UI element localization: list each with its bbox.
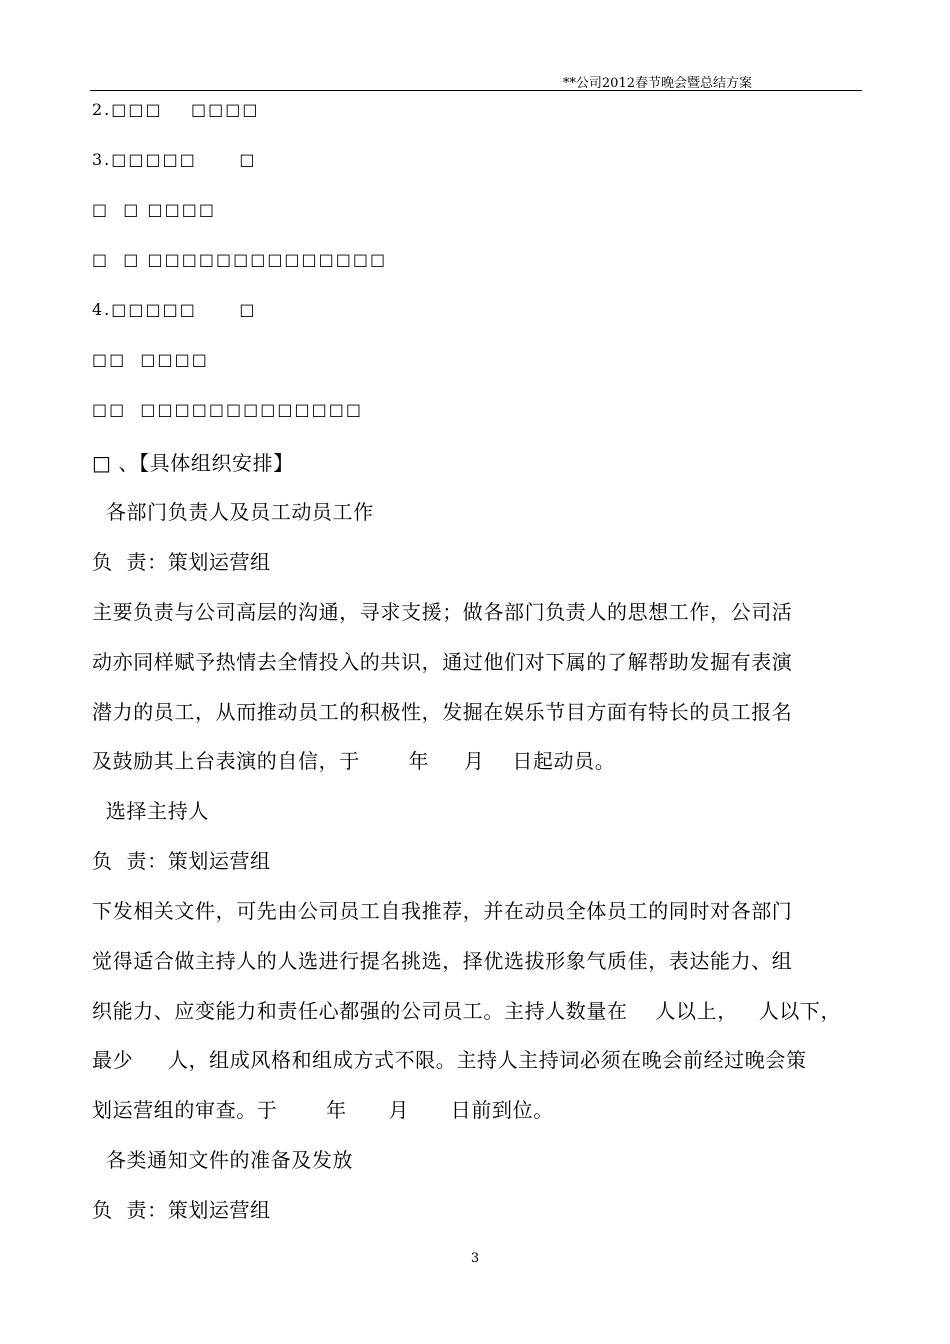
responsible-line: 负 责：策划运营组 (92, 1198, 271, 1222)
page-header (90, 72, 862, 91)
outline-line-3: □ □ □□□□ (92, 200, 216, 219)
paragraph-line: 最少 人，组成风格和组成方式不限。主持人主持词必须在晚会前经过晚会策 (92, 1048, 807, 1072)
paragraph-line: 织能力、应变能力和责任心都强的公司员工。主持人数量在 人以上， 人以下， (92, 999, 842, 1023)
paragraph-line: 下发相关文件，可先由公司员工自我推荐，并在动员全体员工的同时对各部门 (92, 899, 793, 923)
outline-line-6: □□ □□□□ (92, 350, 209, 369)
section-heading: 各类通知文件的准备及发放 (92, 1148, 354, 1172)
paragraph-line: 划运营组的审查。于 年 月 日前到位。 (92, 1098, 554, 1122)
responsible-line: 负 责：策划运营组 (92, 849, 271, 873)
responsible-line: 负 责：策划运营组 (92, 550, 271, 574)
paragraph-line: 主要负责与公司高层的沟通，寻求支援；做各部门负责人的思想工作，公司活 (92, 600, 793, 624)
paragraph-line: 觉得适合做主持人的人选进行提名挑选，择优选拔形象气质佳，表达能力、组 (92, 949, 793, 973)
page-number: 3 (470, 1251, 480, 1266)
paragraph-line: 及鼓励其上台表演的自信，于 年 月 日起动员。 (92, 749, 616, 773)
outline-line-2: 3.□□□□□ □ (92, 150, 257, 169)
section-heading: 各部门负责人及员工动员工作 (92, 500, 374, 524)
outline-line-4: □ □ □□□□□□□□□□□□□□ (92, 250, 388, 269)
outline-line-1: 2.□□□ □□□□ (92, 100, 260, 119)
paragraph-line: 动亦同样赋予热情去全情投入的共识，通过他们对下属的了解帮助发掘有表演 (92, 650, 793, 674)
outline-line-5: 4.□□□□□ □ (92, 300, 257, 319)
paragraph-line: 潜力的员工，从而推动员工的积极性，发掘在娱乐节目方面有特长的员工报名 (92, 700, 793, 724)
header-title: **公司2012春节晚会暨总结方案 (562, 76, 752, 91)
section-heading: 选择主持人 (92, 799, 209, 823)
section-title: □ 、【具体组织安排】 (92, 451, 294, 475)
outline-line-7: □□ □□□□□□□□□□□□□ (92, 400, 363, 419)
